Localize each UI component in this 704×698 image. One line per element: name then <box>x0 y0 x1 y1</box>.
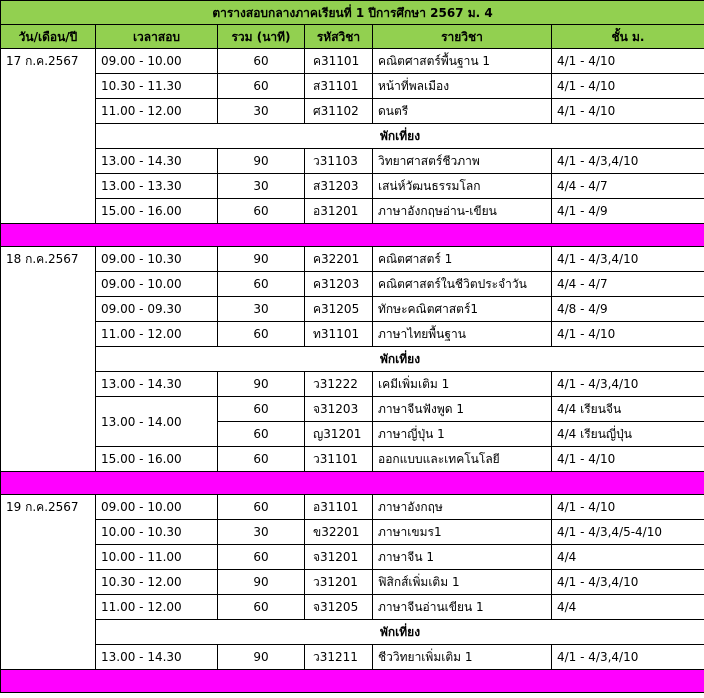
exam-row <box>1 397 704 422</box>
subject-code-cell[interactable]: ว31101 <box>305 447 373 472</box>
exam-row <box>1 149 704 174</box>
subject-code-cell[interactable]: ส31101 <box>305 74 373 99</box>
grade-cell[interactable]: 4/1 - 4/3,4/5-4/10 <box>552 520 704 545</box>
subject-code-cell[interactable]: ค32201 <box>305 247 373 272</box>
subject-code-cell[interactable]: ส31203 <box>305 174 373 199</box>
subject-code-cell[interactable]: ค31101 <box>305 49 373 74</box>
grade-cell[interactable]: 4/1 - 4/3,4/10 <box>552 247 704 272</box>
exam-row <box>1 322 704 347</box>
exam-time-cell[interactable]: 11.00 - 12.00 <box>96 595 218 620</box>
subject-code-cell[interactable]: ญ31201 <box>305 422 373 447</box>
exam-row <box>1 199 704 224</box>
exam-time-cell[interactable]: 13.00 - 14.30 <box>96 372 218 397</box>
subject-name-cell[interactable]: คณิตศาสตร์ 1 <box>373 247 552 272</box>
subject-code-cell[interactable]: ค31205 <box>305 297 373 322</box>
subject-code-cell[interactable]: ว31211 <box>305 645 373 670</box>
day-separator-cell <box>1 472 704 495</box>
exam-date-cell[interactable]: 18 ก.ค.2567 <box>1 247 96 472</box>
duration-cell[interactable]: 30 <box>218 297 305 322</box>
exam-time-cell[interactable]: 09.00 - 10.00 <box>96 495 218 520</box>
exam-time-cell[interactable]: 13.00 - 14.30 <box>96 149 218 174</box>
subject-code-cell[interactable]: ค31203 <box>305 272 373 297</box>
exam-time-cell[interactable]: 09.00 - 10.00 <box>96 272 218 297</box>
lunch-break-cell[interactable]: พักเที่ยง <box>96 124 704 149</box>
exam-row <box>1 645 704 670</box>
subject-name-cell[interactable]: หน้าที่พลเมือง <box>373 74 552 99</box>
grade-cell[interactable]: 4/1 - 4/10 <box>552 322 704 347</box>
duration-cell[interactable]: 90 <box>218 570 305 595</box>
grade-cell[interactable]: 4/1 - 4/3,4/10 <box>552 570 704 595</box>
exam-row <box>1 372 704 397</box>
grade-cell[interactable]: 4/1 - 4/10 <box>552 495 704 520</box>
grade-cell[interactable]: 4/1 - 4/10 <box>552 447 704 472</box>
subject-name-cell[interactable]: ภาษาจีนฟังพูด 1 <box>373 397 552 422</box>
subject-code-cell[interactable]: ว31222 <box>305 372 373 397</box>
subject-code-cell[interactable]: จ31205 <box>305 595 373 620</box>
grade-cell[interactable]: 4/1 - 4/10 <box>552 74 704 99</box>
exam-row <box>1 247 704 272</box>
exam-time-cell[interactable]: 11.00 - 12.00 <box>96 99 218 124</box>
exam-time-cell[interactable]: 09.00 - 10.30 <box>96 247 218 272</box>
duration-cell[interactable]: 60 <box>218 199 305 224</box>
exam-row <box>1 595 704 620</box>
duration-cell[interactable]: 60 <box>218 397 305 422</box>
subject-name-cell[interactable]: คณิตศาสตร์พื้นฐาน 1 <box>373 49 552 74</box>
duration-cell[interactable]: 60 <box>218 74 305 99</box>
subject-name-cell[interactable]: เคมีเพิ่มเติม 1 <box>373 372 552 397</box>
subject-name-cell[interactable]: ภาษาจีน 1 <box>373 545 552 570</box>
subject-code-cell[interactable]: ศ31102 <box>305 99 373 124</box>
grade-cell[interactable]: 4/4 <box>552 545 704 570</box>
grade-cell[interactable]: 4/8 - 4/9 <box>552 297 704 322</box>
exam-row <box>1 297 704 322</box>
exam-time-cell[interactable]: 10.30 - 11.30 <box>96 74 218 99</box>
exam-row <box>1 272 704 297</box>
grade-cell[interactable]: 4/4 - 4/7 <box>552 272 704 297</box>
grade-cell[interactable]: 4/4 เรียนจีน <box>552 397 704 422</box>
exam-time-cell[interactable]: 13.00 - 14.30 <box>96 645 218 670</box>
duration-cell[interactable]: 30 <box>218 520 305 545</box>
duration-cell[interactable]: 90 <box>218 372 305 397</box>
exam-row <box>1 447 704 472</box>
duration-cell[interactable]: 90 <box>218 645 305 670</box>
duration-cell[interactable]: 60 <box>218 49 305 74</box>
grade-cell[interactable]: 4/1 - 4/9 <box>552 199 704 224</box>
subject-name-cell[interactable]: ภาษาอังกฤษอ่าน-เขียน <box>373 199 552 224</box>
subject-code-cell[interactable]: จ31203 <box>305 397 373 422</box>
day-separator-cell <box>1 670 704 693</box>
header-grade[interactable]: ชั้น ม. <box>552 25 704 49</box>
subject-name-cell[interactable]: คณิตศาสตร์ในชีวิตประจำวัน <box>373 272 552 297</box>
day-separator-cell <box>1 224 704 247</box>
exam-time-cell[interactable]: 15.00 - 16.00 <box>96 447 218 472</box>
grade-cell[interactable]: 4/4 เรียนญี่ปุ่น <box>552 422 704 447</box>
duration-cell[interactable]: 60 <box>218 447 305 472</box>
duration-cell[interactable]: 60 <box>218 595 305 620</box>
header-duration[interactable]: รวม (นาที) <box>218 25 305 49</box>
grade-cell[interactable]: 4/1 - 4/3,4/10 <box>552 372 704 397</box>
subject-name-cell[interactable]: ทักษะคณิตศาสตร์1 <box>373 297 552 322</box>
exam-time-cell[interactable]: 09.00 - 09.30 <box>96 297 218 322</box>
subject-name-cell[interactable]: ภาษาญี่ปุ่น 1 <box>373 422 552 447</box>
header-row <box>1 25 704 49</box>
lunch-break-row <box>1 620 704 645</box>
subject-code-cell[interactable]: ท31101 <box>305 322 373 347</box>
subject-name-cell[interactable]: ภาษาจีนอ่านเขียน 1 <box>373 595 552 620</box>
exam-date-cell[interactable]: 19 ก.ค.2567 <box>1 495 96 670</box>
subject-name-cell[interactable]: เสน่ห์วัฒนธรรมโลก <box>373 174 552 199</box>
grade-cell[interactable]: 4/1 - 4/10 <box>552 99 704 124</box>
subject-code-cell[interactable]: อ31101 <box>305 495 373 520</box>
schedule-title[interactable]: ตารางสอบกลางภาคเรียนที่ 1 ปีการศึกษา 2567 ม. 4 <box>1 1 704 25</box>
day-separator-row <box>1 472 704 495</box>
exam-row <box>1 74 704 99</box>
duration-cell[interactable]: 60 <box>218 422 305 447</box>
exam-time-cell[interactable]: 13.00 - 14.00 <box>96 397 218 447</box>
subject-name-cell[interactable]: ชีววิทยาเพิ่มเติม 1 <box>373 645 552 670</box>
header-code[interactable]: รหัสวิชา <box>305 25 373 49</box>
exam-row <box>1 570 704 595</box>
exam-time-cell[interactable]: 15.00 - 16.00 <box>96 199 218 224</box>
header-time[interactable]: เวลาสอบ <box>96 25 218 49</box>
exam-row <box>1 174 704 199</box>
subject-name-cell[interactable]: ภาษาเขมร1 <box>373 520 552 545</box>
exam-row <box>1 520 704 545</box>
duration-cell[interactable]: 90 <box>218 149 305 174</box>
exam-time-cell[interactable]: 10.30 - 12.00 <box>96 570 218 595</box>
subject-name-cell[interactable]: ภาษาอังกฤษ <box>373 495 552 520</box>
exam-row <box>1 49 704 74</box>
exam-row <box>1 99 704 124</box>
subject-name-cell[interactable]: ภาษาไทยพื้นฐาน <box>373 322 552 347</box>
duration-cell[interactable]: 60 <box>218 322 305 347</box>
subject-name-cell[interactable]: ฟิสิกส์เพิ่มเติม 1 <box>373 570 552 595</box>
grade-cell[interactable]: 4/1 - 4/3,4/10 <box>552 149 704 174</box>
grade-cell[interactable]: 4/1 - 4/10 <box>552 49 704 74</box>
duration-cell[interactable]: 30 <box>218 174 305 199</box>
lunch-break-cell[interactable]: พักเที่ยง <box>96 620 704 645</box>
subject-name-cell[interactable]: ออกแบบและเทคโนโลยี <box>373 447 552 472</box>
subject-name-cell[interactable]: วิทยาศาสตร์ชีวภาพ <box>373 149 552 174</box>
subject-code-cell[interactable]: ข32201 <box>305 520 373 545</box>
header-date[interactable]: วัน/เดือน/ปี <box>1 25 96 49</box>
exam-time-cell[interactable]: 11.00 - 12.00 <box>96 322 218 347</box>
exam-time-cell[interactable]: 09.00 - 10.00 <box>96 49 218 74</box>
duration-cell[interactable]: 90 <box>218 247 305 272</box>
subject-code-cell[interactable]: จ31201 <box>305 545 373 570</box>
grade-cell[interactable]: 4/4 <box>552 595 704 620</box>
subject-code-cell[interactable]: ว31103 <box>305 149 373 174</box>
day-separator-row <box>1 224 704 247</box>
header-subject[interactable]: รายวิชา <box>373 25 552 49</box>
duration-cell[interactable]: 60 <box>218 272 305 297</box>
duration-cell[interactable]: 60 <box>218 545 305 570</box>
duration-cell[interactable]: 60 <box>218 495 305 520</box>
exam-date-cell[interactable]: 17 ก.ค.2567 <box>1 49 96 224</box>
subject-code-cell[interactable]: ว31201 <box>305 570 373 595</box>
exam-time-cell[interactable]: 13.00 - 13.30 <box>96 174 218 199</box>
title-row <box>1 1 704 25</box>
lunch-break-row <box>1 124 704 149</box>
subject-code-cell[interactable]: อ31201 <box>305 199 373 224</box>
day-separator-row <box>1 670 704 693</box>
exam-row <box>1 495 704 520</box>
grade-cell[interactable]: 4/4 - 4/7 <box>552 174 704 199</box>
lunch-break-row <box>1 347 704 372</box>
exam-time-cell[interactable]: 10.00 - 11.00 <box>96 545 218 570</box>
exam-time-cell[interactable]: 10.00 - 10.30 <box>96 520 218 545</box>
duration-cell[interactable]: 30 <box>218 99 305 124</box>
lunch-break-cell[interactable]: พักเที่ยง <box>96 347 704 372</box>
grade-cell[interactable]: 4/1 - 4/3,4/10 <box>552 645 704 670</box>
subject-name-cell[interactable]: ดนตรี <box>373 99 552 124</box>
exam-row <box>1 545 704 570</box>
